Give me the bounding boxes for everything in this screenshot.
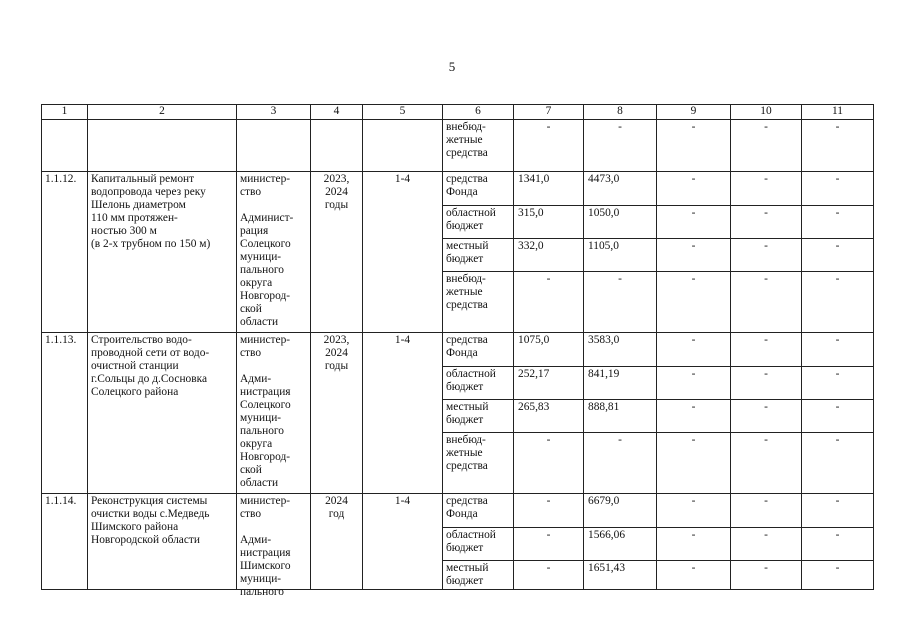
- value-cell: -: [514, 272, 584, 333]
- funding-source: средства Фонда: [443, 172, 514, 206]
- item-targets: 1-4: [363, 494, 443, 590]
- value-cell: -: [802, 528, 874, 561]
- value-cell: -: [731, 120, 802, 172]
- value-cell: -: [514, 120, 584, 172]
- header-cell: 8: [584, 105, 657, 120]
- value-cell: 6679,0: [584, 494, 657, 528]
- value-cell: -: [584, 120, 657, 172]
- empty-cell: [237, 120, 311, 172]
- header-cell: 7: [514, 105, 584, 120]
- value-cell: -: [584, 272, 657, 333]
- header-row: [42, 105, 874, 120]
- empty-cell: [88, 120, 237, 172]
- value-cell: -: [657, 561, 731, 590]
- value-cell: -: [802, 172, 874, 206]
- value-cell: -: [657, 494, 731, 528]
- value-cell: 841,19: [584, 367, 657, 400]
- empty-cell: [42, 120, 88, 172]
- value-cell: -: [802, 561, 874, 590]
- funding-source: средства Фонда: [443, 333, 514, 367]
- value-cell: -: [802, 120, 874, 172]
- value-cell: -: [731, 206, 802, 239]
- value-cell: -: [657, 400, 731, 433]
- funding-source: внебюд- жетные средства: [443, 272, 514, 333]
- item-executor-cell: [237, 494, 311, 598]
- item-targets: 1-4: [363, 333, 443, 494]
- value-cell: 4473,0: [584, 172, 657, 206]
- value-cell: -: [657, 272, 731, 333]
- item-number: 1.1.14.: [42, 494, 88, 590]
- item-executor: министер- ство Адми- нистрация Солецкого муници- пального округа Новгород- ской области: [237, 333, 311, 494]
- header-cell: 10: [731, 105, 802, 120]
- header-cell: 1: [42, 105, 88, 120]
- value-cell: 265,83: [514, 400, 584, 433]
- funding-source: областной бюджет: [443, 528, 514, 561]
- item-number: 1.1.13.: [42, 333, 88, 494]
- value-cell: 332,0: [514, 239, 584, 272]
- page-number: 5: [448, 59, 456, 74]
- funding-source: внебюд- жетные средства: [443, 120, 514, 172]
- table-row: [42, 172, 874, 206]
- funding-source: местный бюджет: [443, 400, 514, 433]
- value-cell: -: [802, 206, 874, 239]
- value-cell: -: [657, 120, 731, 172]
- value-cell: 315,0: [514, 206, 584, 239]
- financing-table: [41, 104, 874, 598]
- funding-source: областной бюджет: [443, 367, 514, 400]
- value-cell: 252,17: [514, 367, 584, 400]
- item-targets: 1-4: [363, 172, 443, 333]
- header-cell: 4: [311, 105, 363, 120]
- value-cell: -: [514, 528, 584, 561]
- value-cell: 1651,43: [584, 561, 657, 590]
- item-years: 2024 год: [311, 494, 363, 590]
- funding-source: местный бюджет: [443, 239, 514, 272]
- item-executor: министер- ство Адми- нистрация Шимского муници- пального: [240, 495, 291, 598]
- value-cell: -: [731, 494, 802, 528]
- value-cell: -: [802, 367, 874, 400]
- value-cell: 1105,0: [584, 239, 657, 272]
- funding-source: областной бюджет: [443, 206, 514, 239]
- header-cell: 6: [443, 105, 514, 120]
- continuation-row: [42, 120, 874, 172]
- value-cell: -: [584, 433, 657, 494]
- header-cell: 11: [802, 105, 874, 120]
- table-row: [42, 494, 874, 528]
- value-cell: -: [657, 172, 731, 206]
- value-cell: -: [731, 333, 802, 367]
- value-cell: 1075,0: [514, 333, 584, 367]
- value-cell: -: [657, 333, 731, 367]
- value-cell: -: [731, 172, 802, 206]
- value-cell: 3583,0: [584, 333, 657, 367]
- value-cell: -: [802, 400, 874, 433]
- value-cell: -: [731, 239, 802, 272]
- value-cell: -: [731, 433, 802, 494]
- header-cell: 2: [88, 105, 237, 120]
- value-cell: -: [514, 494, 584, 528]
- funding-source: средства Фонда: [443, 494, 514, 528]
- value-cell: -: [514, 561, 584, 590]
- value-cell: 888,81: [584, 400, 657, 433]
- item-years: 2023, 2024 годы: [311, 333, 363, 494]
- value-cell: -: [731, 400, 802, 433]
- item-name: Капитальный ремонт водопровода через реку Шелонь диаметром 110 мм протяжен- ностью 300 м (в 2-х трубном по 150 м): [88, 172, 237, 333]
- header-cell: 5: [363, 105, 443, 120]
- item-name: Строительство водо- проводной сети от водо- очистной станции г.Сольцы до д.Сосновка Солецкого района: [88, 333, 237, 494]
- value-cell: 1341,0: [514, 172, 584, 206]
- value-cell: -: [731, 272, 802, 333]
- value-cell: -: [802, 333, 874, 367]
- header-cell: 3: [237, 105, 311, 120]
- item-number: 1.1.12.: [42, 172, 88, 333]
- value-cell: -: [731, 528, 802, 561]
- value-cell: -: [657, 433, 731, 494]
- empty-cell: [363, 120, 443, 172]
- funding-source: внебюд- жетные средства: [443, 433, 514, 494]
- value-cell: -: [657, 239, 731, 272]
- value-cell: -: [731, 561, 802, 590]
- value-cell: -: [514, 433, 584, 494]
- item-years: 2023, 2024 годы: [311, 172, 363, 333]
- empty-cell: [311, 120, 363, 172]
- value-cell: -: [802, 494, 874, 528]
- header-cell: 9: [657, 105, 731, 120]
- value-cell: 1566,06: [584, 528, 657, 561]
- value-cell: -: [802, 272, 874, 333]
- value-cell: -: [802, 239, 874, 272]
- value-cell: -: [731, 367, 802, 400]
- value-cell: -: [657, 206, 731, 239]
- value-cell: -: [657, 528, 731, 561]
- funding-source: местный бюджет: [443, 561, 514, 590]
- value-cell: -: [657, 367, 731, 400]
- item-name: Реконструкция системы очистки воды с.Медведь Шимского района Новгородской области: [88, 494, 237, 590]
- value-cell: 1050,0: [584, 206, 657, 239]
- item-executor: министер- ство Админист- рация Солецкого муници- пального округа Новгород- ской области: [237, 172, 311, 333]
- value-cell: -: [802, 433, 874, 494]
- table-row: [42, 333, 874, 367]
